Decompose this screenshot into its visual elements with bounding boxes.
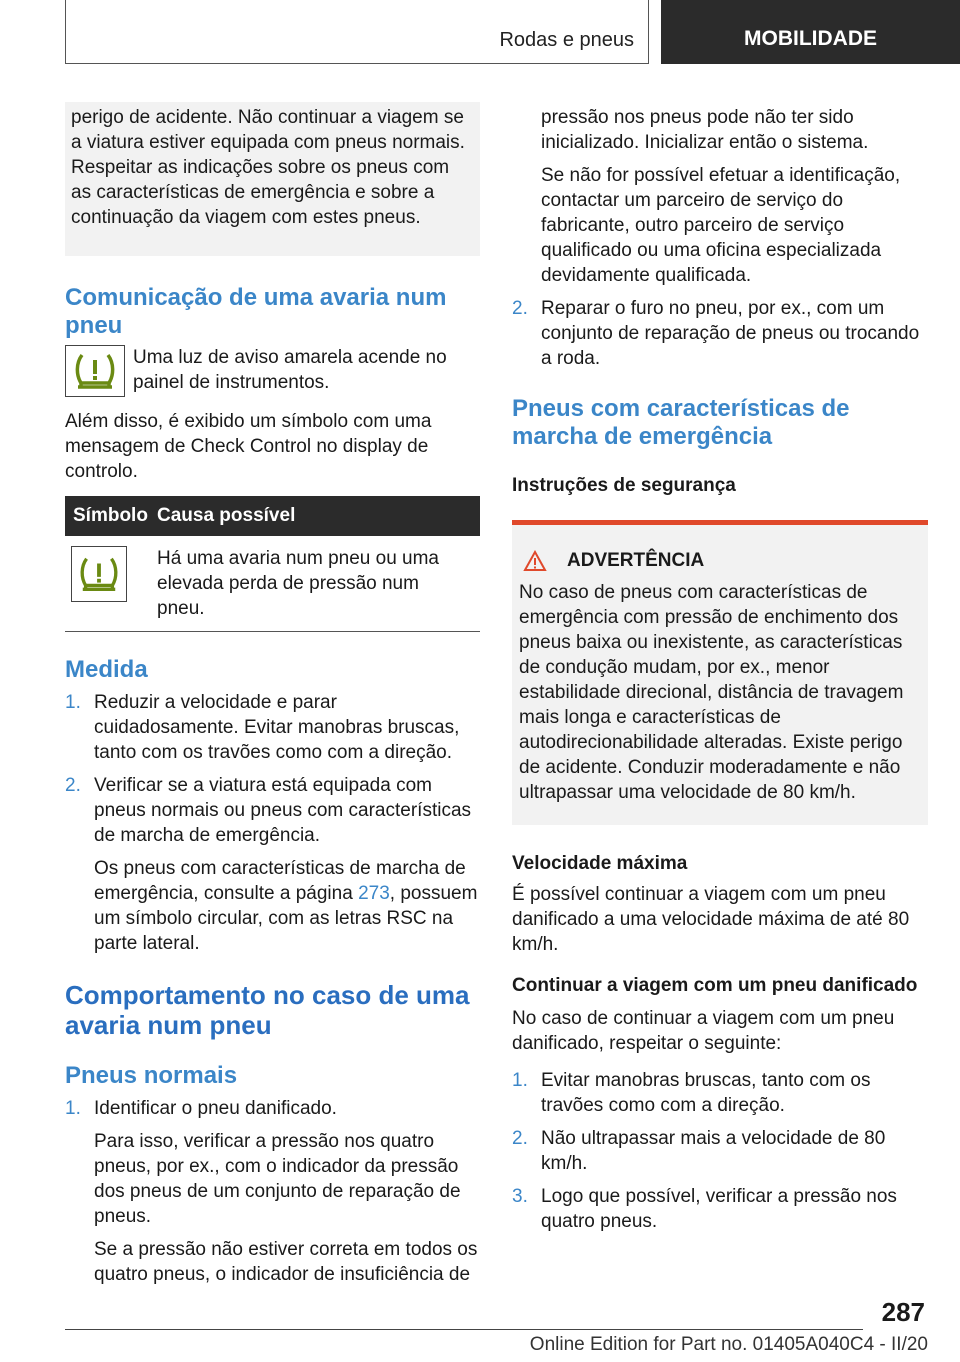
table-header — [65, 496, 480, 536]
header-section-title: Rodas e pneus — [499, 29, 634, 51]
list-text: Reduzir a velocidade e parar cuidadosamente. Evitar manobras bruscas, tanto com os travões como com a direção. — [94, 692, 460, 763]
table-header-symbol: Símbolo — [73, 505, 148, 526]
list-number: 2. — [65, 775, 81, 796]
page-link[interactable]: 273 — [358, 883, 390, 904]
warning-title: ADVERTÊNCIA — [567, 550, 705, 571]
list-item — [65, 773, 480, 956]
footer-divider — [65, 1329, 863, 1330]
continuar-text: No caso de continuar a viagem com um pneu danificado, respeitar o seguinte: — [512, 1008, 895, 1054]
page-number: 287 — [881, 1297, 925, 1327]
list-item — [512, 1184, 928, 1234]
list-subtext — [94, 856, 480, 956]
normais-list — [65, 1096, 480, 1287]
list-item — [512, 105, 928, 288]
list-number: 1. — [65, 692, 81, 713]
list-text: pressão nos pneus pode não ter sido inicializado. Inicializar então o sistema. — [541, 107, 869, 153]
warning-box — [512, 520, 928, 825]
tire-pressure-warning-icon — [65, 345, 125, 397]
list-text: Verificar se a viatura está equipada com pneus normais ou pneus com características de marcha de emergência. — [94, 775, 472, 846]
continued-list — [512, 105, 928, 371]
header-chapter-tab: MOBILIDADE — [661, 0, 960, 64]
list-text: Reparar o furo no pneu, por ex., com um conjunto de reparação de pneus ou trocando a roda. — [541, 298, 920, 369]
intro-note-text: perigo de acidente. Não continuar a viagem se a viatura estiver equipada com pneus normais. Respeitar as indicações sobre os pneus com as características de emergência e sobre a continuação da viagem com estes pneus. — [71, 107, 465, 228]
list-text: Logo que possível, verificar a pressão nos quatro pneus. — [541, 1186, 897, 1232]
table-header-cause: Causa possível — [157, 505, 296, 526]
tire-pressure-warning-icon — [71, 546, 127, 602]
list-item — [512, 1068, 928, 1118]
list-item — [512, 1126, 928, 1176]
list-item — [65, 1096, 480, 1287]
list-subtext: Para isso, verificar a pressão nos quatro pneus, por ex., com o indicador da pressão dos pneus de um conjunto de reparação de pneus. — [94, 1131, 461, 1227]
list-number: 2. — [512, 1128, 528, 1149]
medida-list — [65, 690, 480, 956]
list-number: 1. — [65, 1098, 81, 1119]
symbol-table — [65, 496, 480, 632]
heading-comportamento: Comportamento no caso de uma avaria num pneu — [65, 980, 470, 1040]
list-item — [512, 296, 928, 371]
text-span: , possuem um símbolo circular, com as letras RSC na parte lateral. — [94, 883, 478, 954]
header-section-box — [65, 0, 649, 64]
left-column — [65, 102, 480, 1287]
list-text: Identificar o pneu danificado. — [94, 1098, 337, 1119]
list-subtext: Se a pressão não estiver correta em todos os quatro pneus, o indicador de insuficiência de — [94, 1239, 478, 1285]
check-control-text: Além disso, é exibido um símbolo com uma mensagem de Check Control no display de controlo. — [65, 411, 432, 482]
continuar-list — [512, 1068, 928, 1234]
warning-text: No caso de pneus com características de emergência com pressão de enchimento dos pneus baixa ou inexistente, as características de condução mudam, por ex., menor estabilidade direcional, distância de travagem mais longa e características de autodirecionabilidade alteradas. Existe perigo de acidente. Conduzir moderadamente e não ultrapassar uma velocidade de 80 km/h. — [519, 582, 904, 803]
list-text: Evitar manobras bruscas, tanto com os travões como com a direção. — [541, 1070, 871, 1116]
list-text: Não ultrapassar mais a velocidade de 80 km/h. — [541, 1128, 886, 1174]
heading-pneus-normais: Pneus normais — [65, 1062, 238, 1089]
table-cell-symbol — [65, 546, 157, 621]
list-number: 2. — [512, 298, 528, 319]
list-number: 3. — [512, 1186, 528, 1207]
right-column — [512, 102, 928, 1234]
table-row — [65, 536, 480, 632]
velocidade-text: É possível continuar a viagem com um pneu danificado a uma velocidade máxima de até 80 km/h. — [512, 884, 910, 955]
list-item — [65, 690, 480, 765]
list-subtext: Se não for possível efetuar a identificação, contactar um parceiro de serviço do fabricante, outro parceiro de serviço qualificado ou uma oficina especializada devidamente qualificada. — [541, 165, 901, 286]
heading-rsc: Pneus com características de marcha de emergência — [512, 395, 850, 450]
warning-triangle-icon — [523, 550, 547, 572]
intro-note-box — [65, 102, 480, 256]
table-cell-cause: Há uma avaria num pneu ou uma elevada perda de pressão num pneu. — [157, 548, 439, 619]
warning-title-row — [519, 547, 921, 575]
heading-comunicacao: Comunicação de uma avaria num pneu — [65, 284, 447, 339]
list-number: 1. — [512, 1070, 528, 1091]
warning-light-text: Uma luz de aviso amarela acende no painel de instrumentos. — [133, 347, 447, 393]
heading-medida: Medida — [65, 656, 148, 683]
heading-seguranca: Instruções de segurança — [512, 475, 736, 496]
heading-velocidade: Velocidade máxima — [512, 853, 688, 874]
warning-light-row — [65, 345, 480, 397]
heading-continuar: Continuar a viagem com um pneu danificado — [512, 975, 918, 996]
footer-edition: Online Edition for Part no. 01405A040C4 - II/20 — [529, 1334, 928, 1355]
text-span: Os pneus com características de marcha de emergência, consulte a página — [94, 858, 466, 904]
